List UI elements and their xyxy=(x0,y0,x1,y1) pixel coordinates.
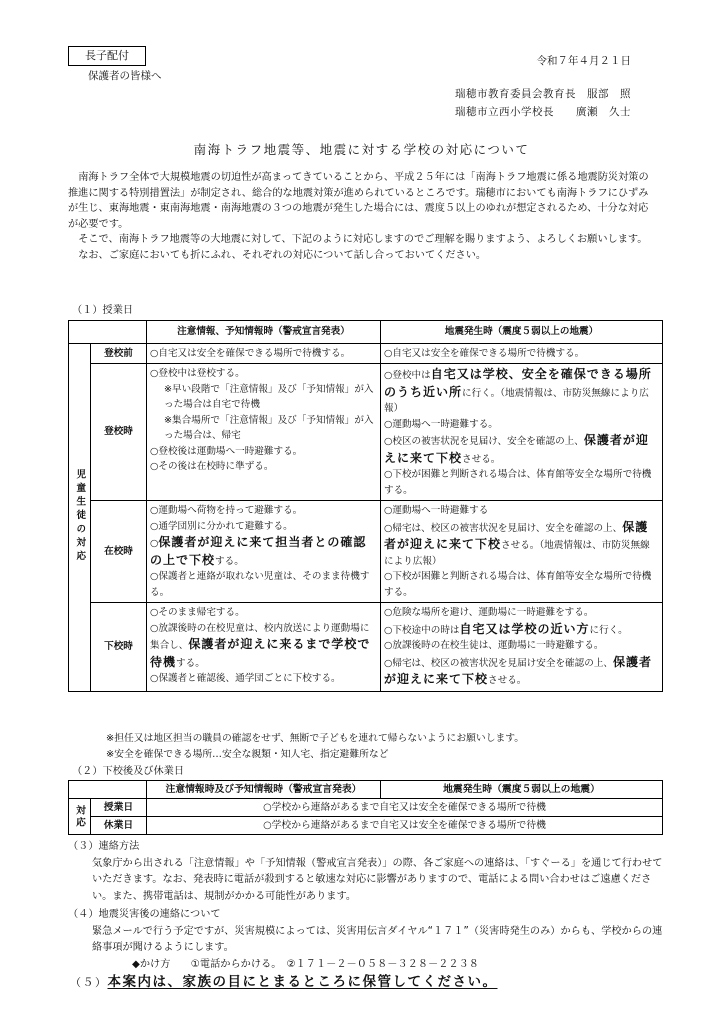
list-item: ○帰宅は、校区の被害状況を見届け安全を確認の上、保護者が迎えに来て下校させる。 xyxy=(384,654,653,686)
document-title: 南海トラフ地震等、地震に対する学校の対応について xyxy=(193,142,530,157)
list-item: ○その後は在校時に準ずる。 xyxy=(150,461,274,472)
list-item: ○危険な場所を避け、運動場に一時避難をする。 xyxy=(384,607,594,618)
category-student-response: 児童生徒の対応 xyxy=(69,343,91,691)
cell-before-caution: ○自宅又は安全を確保できる場所で待機する。 xyxy=(147,343,381,364)
emphasis-text: 保護者が迎えに来て下校 xyxy=(384,654,653,686)
cell-going-home-quake xyxy=(381,603,663,692)
list-item: ○校区の被害状況を見届け、安全を確認の上、保護者が迎えに来て下校させる。 xyxy=(384,433,649,465)
cell-school-caution xyxy=(147,501,381,603)
emphasis-text: 保護者が迎えに来て下校 xyxy=(384,433,649,465)
row-label-at-school: 在校時 xyxy=(91,501,147,603)
intro-paragraph: 南海トラフ全体で大規模地震の切迫性が高まってきていることから、平成２５年には「南海トラフ地震に係る地震防災対策の推進に関する特別措置法」が制定され、総合的な地震対策が進められているところです。瑞穂市においても南海トラフにひずみが生じ、東海地震・東南海地震・南海地震の３つの地震が発生した場合には、震度５以上のゆれが想定されるため、十分な対応が必要です。 xyxy=(68,172,649,230)
list-item: ○下校が困難と判断される場合は、体育館等安全な場所で待機する。 xyxy=(384,571,652,598)
list-item: ○下校途中の時は自宅又は学校の近い方に行く。 xyxy=(384,621,628,636)
list-item: ○帰宅は、校区の被害状況を見届け、安全を確認の上、保護者が迎えに来て下校させる。（地震情報は、市防災無線により広報） xyxy=(384,519,650,567)
emphasis-text: 自宅又は学校の近い方 xyxy=(459,621,590,636)
cell-before-quake: ○自宅又は安全を確保できる場所で待機する。 xyxy=(381,343,663,364)
row-label-school-day: 授業日 xyxy=(91,799,147,817)
col-header-quake: 地震発生時（震度５弱以上の地震） xyxy=(381,781,663,799)
emphasis-text: 保護者が迎えに来て担当者との確認の上で下校 xyxy=(150,535,367,567)
list-item: ○登校中は自宅又は学校、安全を確保できる場所のうち近い所に行く。（地震情報は、市防災無線により広報） xyxy=(384,367,652,414)
section3-text: 気象庁から出される「注意情報」や「予知情報（警戒宣言発表）」の際、各ご家庭への連絡は、「すぐーる」を通じて行わせていただきます。なお、発表時に電話が殺到すると敏速な対応に影響がありますので、電話による問い合わせはご遠慮ください。また、携帯電話は、規制がかかる可能性があります。 xyxy=(92,857,663,902)
cell-commute-caution xyxy=(147,364,381,501)
emphasis-text: 保護者が迎えに来て下校 xyxy=(384,519,649,551)
row-label-before-school: 登校前 xyxy=(91,343,147,364)
section4-text: 緊急メールで行う予定ですが、災害規模によっては、災害用伝言ダイヤル“１７１”（災害時発生のみ）からも、学校からの連絡事項が聞けるようにします。 xyxy=(92,925,663,953)
intro-paragraph: そこで、南海トラフ地震等の大地震に対して、下記のように対応しますのでご理解を賜りますよう、よろしくお願いします。 xyxy=(78,234,648,246)
cell-school-quake xyxy=(381,501,663,603)
row-label-holiday: 休業日 xyxy=(91,817,147,835)
distribution-label: 長子配付 xyxy=(68,46,146,66)
intro-paragraph: なお、ご家庭においても折にふれ、それぞれの対応について話し合っておいてください。 xyxy=(78,249,487,261)
list-item: ○運動場へ一時避難する xyxy=(384,505,489,516)
list-item: ※集合場所で「注意情報」及び「予知情報」が入った場合は、帰宅 xyxy=(164,414,374,441)
category-response: 対応 xyxy=(69,799,91,835)
section2-heading: （２）下校後及び休業日 xyxy=(72,766,185,777)
list-item: ○保護者と連絡が取れない児童は、そのまま待機する。 xyxy=(150,571,370,598)
col-header-caution: 注意情報、予知情報時（警戒宣言発表） xyxy=(147,321,381,344)
school-day-table xyxy=(68,320,663,692)
sender-principal: 瑞穂市立西小学校長 廣瀬 久士 xyxy=(455,106,631,118)
after-school-table xyxy=(68,780,663,835)
addressee: 保護者の皆様へ xyxy=(88,70,162,82)
emphasis-text: 自宅又は学校、安全を確保できる場所のうち近い所 xyxy=(384,367,652,399)
issue-date: 令和７年４月２１日 xyxy=(536,55,631,67)
sender-superintendent: 瑞穂市教育委員会教育長 服部 照 xyxy=(455,88,631,100)
list-item: ○放課後時の在校生徒は、運動場に一時避難する。 xyxy=(384,640,604,651)
list-item: ○登校中は登校する。 xyxy=(150,368,245,379)
storage-request: （５）本案内は、家族の目にとまるところに保管してください。 xyxy=(70,974,498,990)
note-safe-place: ※安全を確保できる場所…安全な親類・知人宅、指定避難所など xyxy=(106,749,389,760)
table-corner xyxy=(69,321,147,344)
dial-instructions: ◆かけ方 ①電話からかける。 ②１７１－２－０５８－３２８－２２３８ xyxy=(132,958,479,970)
row-label-going-home: 下校時 xyxy=(91,603,147,692)
list-item: ○運動場へ荷物を持って避難する。 xyxy=(150,505,303,516)
cell-going-home-caution xyxy=(147,603,381,692)
row-label-commute: 登校時 xyxy=(91,364,147,501)
contact-sections xyxy=(68,839,668,973)
list-item: ○放課後時の在校児童は、校内放送により運動場に集合し、保護者が迎えに来るまで学校で待機する。 xyxy=(150,622,371,669)
emphasis-text: 保護者が迎えに来るまで学校で待機 xyxy=(150,637,371,669)
list-item: ○保護者が迎えに来て担当者との確認の上で下校する。 xyxy=(150,535,367,567)
section3-heading: （３）連絡方法 xyxy=(68,841,140,852)
storage-request-text: 本案内は、家族の目にとまるところに保管してください。 xyxy=(107,974,498,990)
col-header-quake: 地震発生時（震度５弱以上の地震） xyxy=(381,321,663,344)
intro-text xyxy=(68,170,658,264)
list-item: ○通学団別に分かれて避難する。 xyxy=(150,520,293,532)
list-item: ○運動場へ一時避難する。 xyxy=(384,418,498,430)
list-item: ○保護者と確認後、通学団ごとに下校する。 xyxy=(150,673,341,684)
list-item: ※早い段階で「注意情報」及び「予知情報」が入った場合は自宅で待機 xyxy=(164,383,374,410)
list-item: ○そのまま帰宅する。 xyxy=(150,607,245,618)
col-header-caution: 注意情報時及び予知情報時（警戒宣言発表） xyxy=(147,781,381,799)
table-corner xyxy=(69,781,147,799)
list-item: ○登校後は運動場へ一時避難する。 xyxy=(150,445,303,457)
cell-school-day: ○学校から連絡があるまで自宅又は安全を確保できる場所で待機 xyxy=(147,799,663,817)
list-item: ○下校が困難と判断される場合は、体育館等安全な場所で待機する。 xyxy=(384,469,652,496)
section4-heading: （４）地震災害後の連絡について xyxy=(68,909,221,920)
cell-commute-quake xyxy=(381,364,663,501)
note-pickup: ※担任又は地区担当の職員の確認をせず、無断で子どもを連れて帰らないようにお願いします。 xyxy=(106,733,525,744)
section1-heading: （１）授業日 xyxy=(72,305,134,316)
cell-holiday: ○学校から連絡があるまで自宅又は安全を確保できる場所で待機 xyxy=(147,817,663,835)
